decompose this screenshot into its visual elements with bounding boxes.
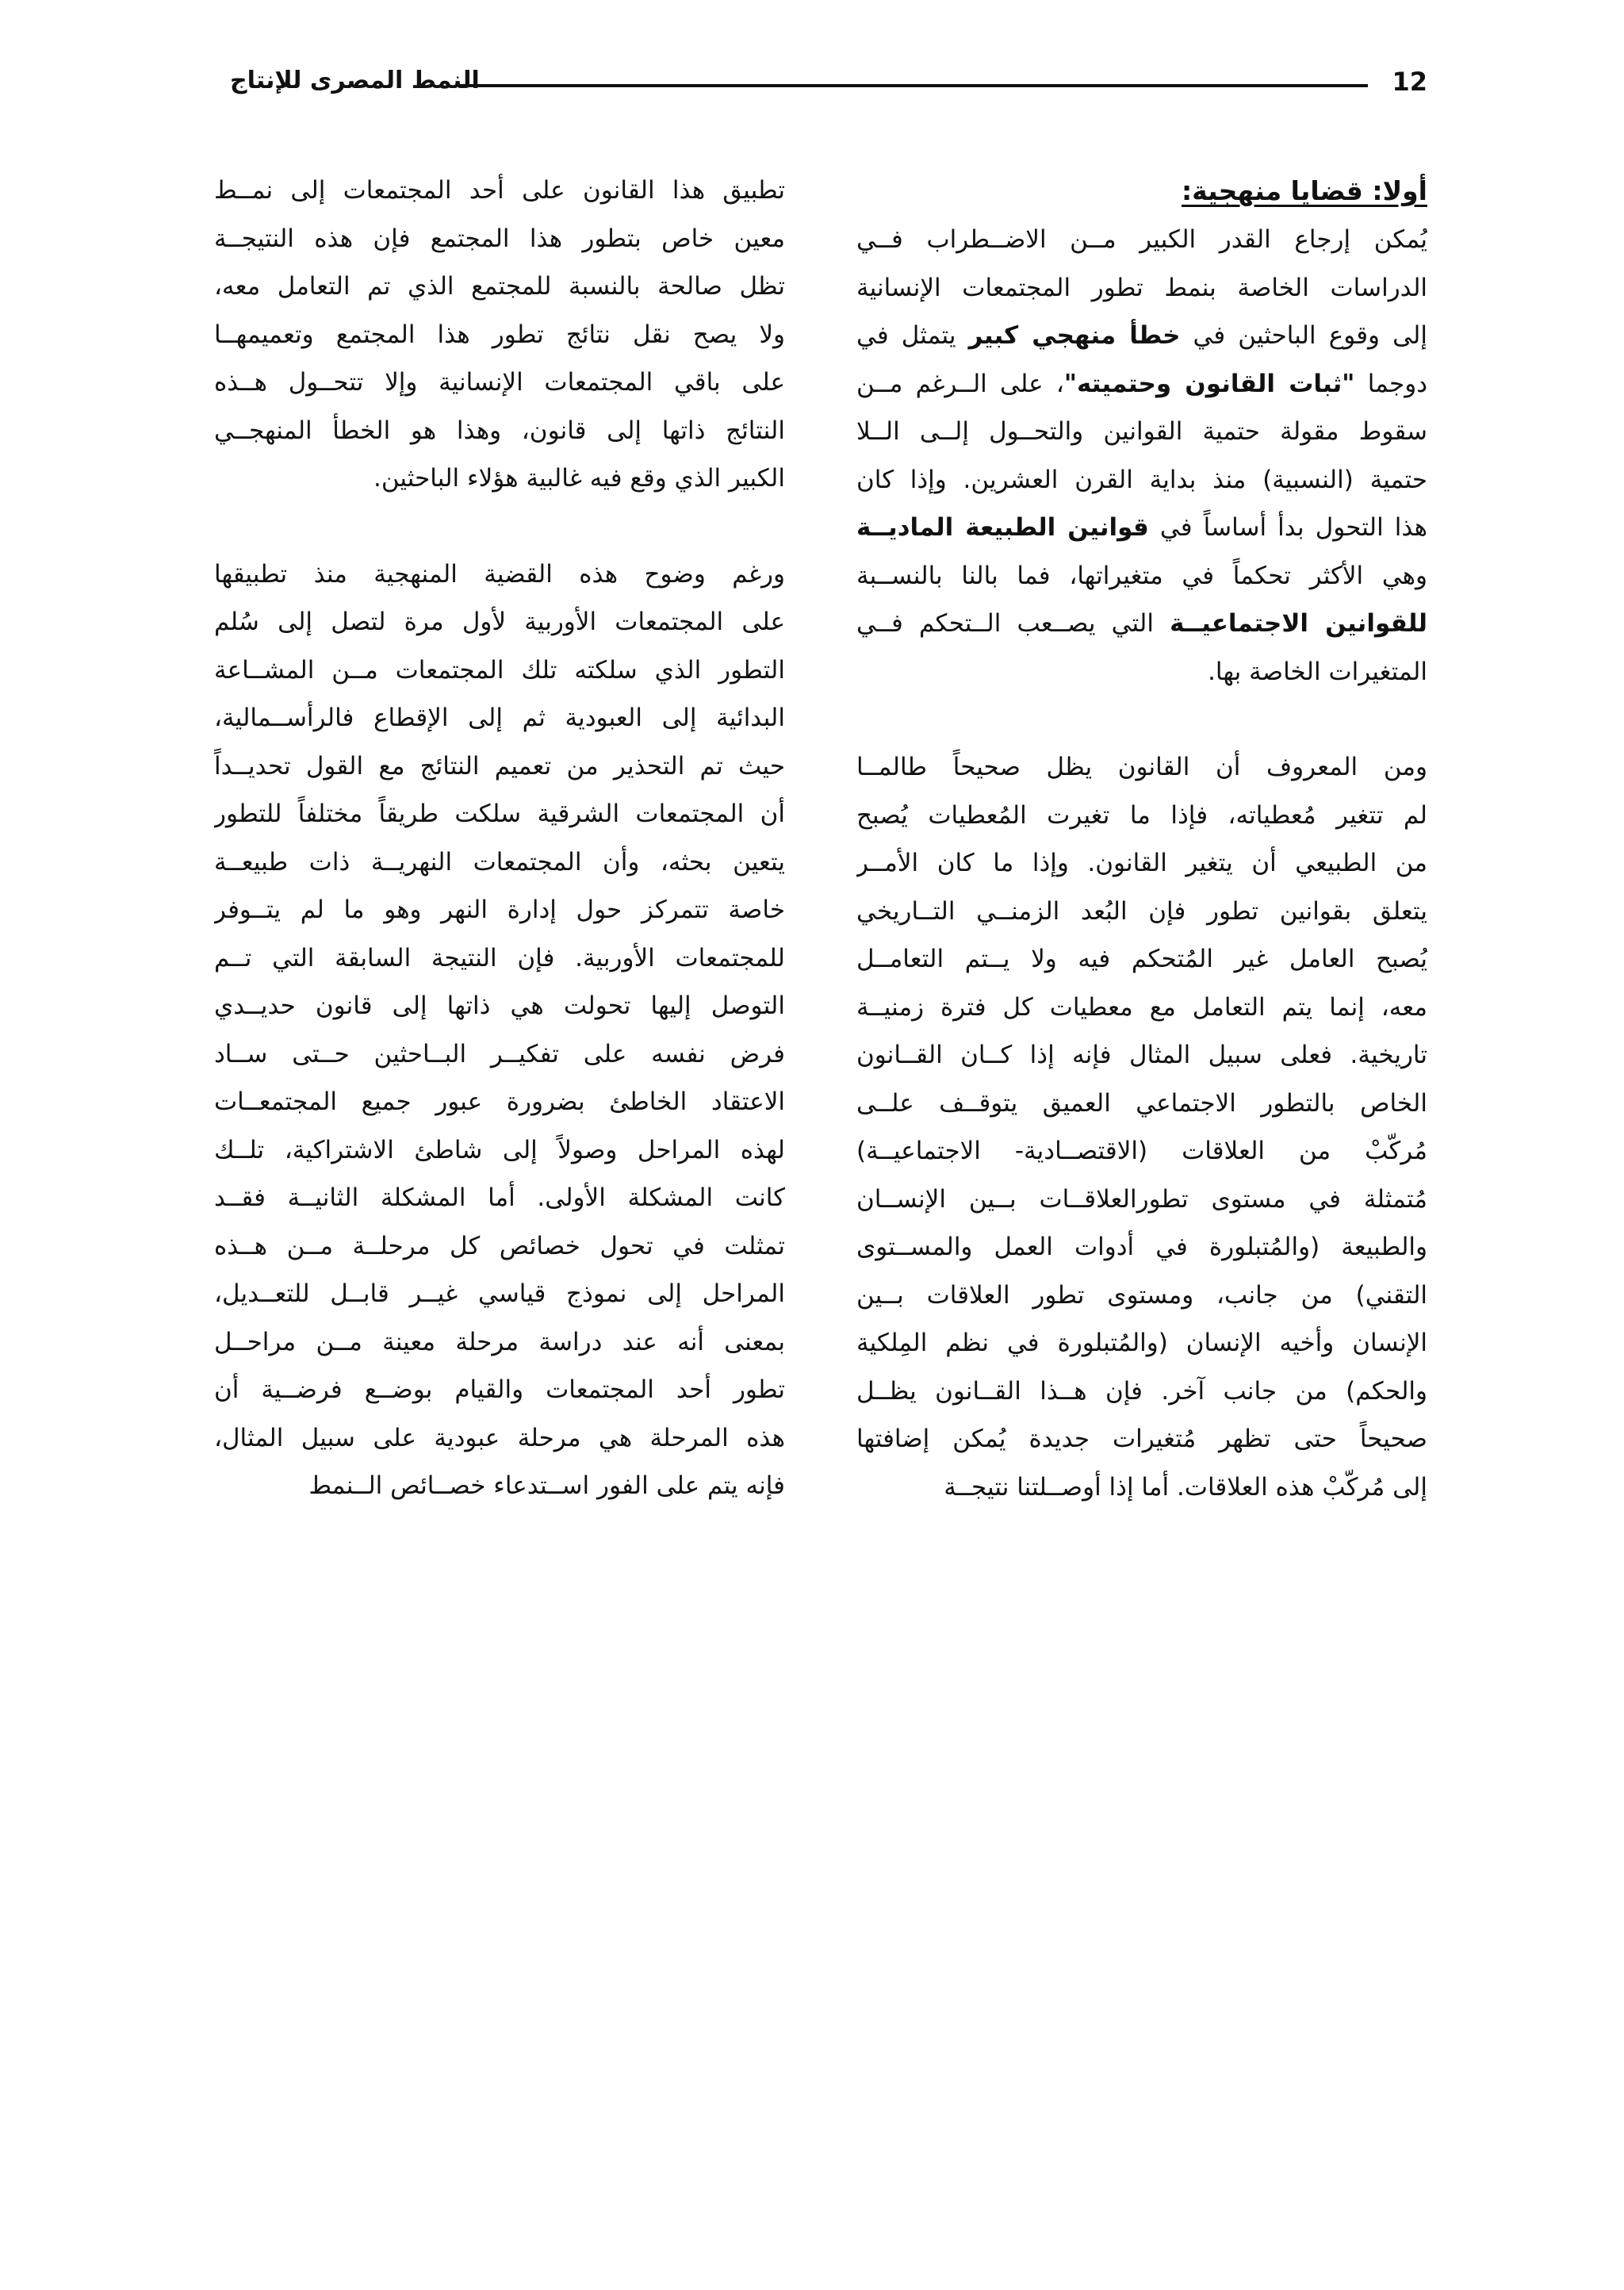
right-column bbox=[856, 167, 1427, 1511]
bold-phrase: للقوانين الاجتماعيــة bbox=[1170, 609, 1427, 638]
page-number: 12 bbox=[1392, 67, 1427, 97]
bold-phrase: قوانين الطبيعة الماديــة bbox=[856, 513, 1149, 542]
paragraph bbox=[214, 167, 785, 503]
paragraph bbox=[214, 550, 785, 1510]
text-line: تمثلت في تحول خصائص كل مرحلــة مــن هــذه bbox=[214, 1231, 785, 1260]
text-line: ورغم وضوح هذه القضية المنهجية منذ تطبيقها bbox=[214, 559, 785, 589]
text-line: يُمكن إرجاع القدر الكبير مــن الاضــطراب فــي bbox=[856, 225, 1427, 254]
paragraph bbox=[856, 216, 1427, 696]
text-line: وهي الأكثر تحكماً في متغيراتها، فما بالنا بالنســبة bbox=[856, 561, 1427, 590]
text-line: هذا التحول بدأ أساساً في قوانين الطبيعة الماديــة bbox=[856, 513, 1427, 542]
paragraph-gap bbox=[856, 696, 1427, 743]
text-line: إلى مُركّبْ هذه العلاقات. أما إذا أوصــلتنا نتيجــة bbox=[944, 1472, 1427, 1502]
text-line: لم تتغير مُعطياته، فإذا ما تغيرت المُعطيات يُصبح bbox=[856, 800, 1427, 830]
text-line: الكبير الذي وقع فيه غالبية هؤلاء الباحثين. bbox=[373, 464, 785, 493]
text-line: الاعتقاد الخاطئ بضرورة عبور جميع المجتمعــات bbox=[214, 1087, 785, 1116]
text-line: للقوانين الاجتماعيــة التي يصــعب الــتحكم فــي bbox=[856, 609, 1427, 638]
text-line: سقوط مقولة حتمية القوانين والتحــول إلــى الــلا bbox=[856, 417, 1427, 446]
text-line: يتعين بحثه، وأن المجتمعات النهريــة ذات طبيعــة bbox=[214, 847, 785, 876]
text-line: بمعنى أنه عند دراسة مرحلة معينة مــن مراحــل bbox=[214, 1327, 785, 1356]
text-line: التطور الذي سلكته تلك المجتمعات مــن المشــاعة bbox=[214, 655, 785, 685]
text-line: الإنسان وأخيه الإنسان (والمُتبلورة في نظم المِلكية bbox=[856, 1329, 1427, 1357]
text-line: تظل صالحة بالنسبة للمجتمع الذي تم التعامل معه، bbox=[214, 272, 785, 301]
text-line: تطبيق هذا القانون على أحد المجتمعات إلى نمــط bbox=[214, 176, 785, 205]
text-line: هذه المرحلة هي مرحلة عبودية على سبيل المثال، bbox=[214, 1423, 785, 1452]
bold-phrase: خطأ منهجي كبير bbox=[968, 321, 1181, 350]
text-line: البدائية إلى العبودية ثم إلى الإقطاع فالرأســمالية، bbox=[214, 704, 785, 732]
text-line: الدراسات الخاصة بنمط تطور المجتمعات الإنسانية bbox=[856, 273, 1427, 302]
text-line: التوصل إليها تحولت هي ذاتها إلى قانون حديــدي bbox=[214, 992, 785, 1020]
text-line: خاصة تتمركز حول إدارة النهر وهو ما لم يتــوفر bbox=[214, 896, 785, 924]
text-line: والطبيعة (والمُتبلورة في أدوات العمل والمســتوى bbox=[856, 1233, 1427, 1261]
text-line: التقني) من جانب، ومستوى تطور العلاقات بــين bbox=[856, 1280, 1427, 1310]
text-line: للمجتمعات الأوربية. فإن النتيجة السابقة التي تــم bbox=[214, 943, 785, 972]
text-line: ولا يصح نقل نتائج تطور هذا المجتمع وتعميمهــا bbox=[214, 320, 785, 349]
text-line: فإنه يتم على الفور اســتدعاء خصــائص الــنمط bbox=[308, 1471, 785, 1500]
running-header bbox=[230, 62, 1427, 109]
text-line: الخاص بالتطور الاجتماعي العميق يتوقــف علــى bbox=[856, 1088, 1427, 1118]
text-line: صحيحاً حتى تظهر مُتغيرات جديدة يُمكن إضافتها bbox=[856, 1425, 1427, 1453]
text-line: حيث تم التحذير من تعميم النتائج مع القول تحديــداً bbox=[214, 751, 785, 781]
text-line: على باقي المجتمعات الإنسانية وإلا تتحــول هــذه bbox=[214, 368, 785, 397]
text-line: من الطبيعي أن يتغير القانون. وإذا ما كان الأمــر bbox=[856, 849, 1427, 877]
left-column bbox=[214, 167, 785, 1510]
text-line: النتائج ذاتها إلى قانون، وهذا هو الخطأ المنهجــي bbox=[214, 416, 785, 445]
text-line: والحكم) من جانب آخر. فإن هــذا القــانون يظــل bbox=[856, 1376, 1427, 1406]
text-line: المتغيرات الخاصة بها. bbox=[1208, 657, 1427, 686]
text-line: إلى وقوع الباحثين في خطأ منهجي كبير يتمثل في bbox=[856, 321, 1427, 350]
section-heading: أولا: قضايا منهجية: bbox=[1181, 175, 1427, 206]
text-line: معه، إنما يتم التعامل مع معطيات كل فترة زمنيــة bbox=[856, 992, 1427, 1022]
paragraph bbox=[856, 743, 1427, 1511]
text-line: مُتمثلة في مستوى تطورالعلاقــات بــين الإنســان bbox=[856, 1184, 1427, 1214]
text-line: على المجتمعات الأوربية لأول مرة لتصل إلى سُلم bbox=[214, 608, 785, 636]
running-title: النمط المصرى للإنتاج bbox=[230, 67, 480, 94]
paragraph-gap bbox=[214, 503, 785, 550]
text-line: معين خاص بتطور هذا المجتمع فإن هذه النتيجــة bbox=[214, 224, 785, 253]
text-line: لهذه المراحل وصولاً إلى شاطئ الاشتراكية، تلــك bbox=[214, 1135, 785, 1164]
text-line: أن المجتمعات الشرقية سلكت طريقاً مختلفاً للتطور bbox=[214, 800, 785, 828]
text-line: فرض نفسه على تفكيــر البــاحثين حــتى ســاد bbox=[214, 1039, 785, 1068]
header-rule bbox=[460, 84, 1368, 87]
text-line: المراحل إلى نموذج قياسي غيــر قابــل للتعــديل، bbox=[214, 1279, 785, 1308]
bold-phrase: "ثبات القانون وحتميته" bbox=[1063, 369, 1355, 398]
text-line: ومن المعروف أن القانون يظل صحيحاً طالمــا bbox=[856, 753, 1427, 781]
text-line: مُركّبْ من العلاقات (الاقتصــادية- الاجتماعيــة) bbox=[856, 1137, 1427, 1165]
text-line: تطور أحد المجتمعات والقيام بوضــع فرضــية أن bbox=[214, 1375, 785, 1404]
text-line: كانت المشكلة الأولى. أما المشكلة الثانيــة فقــد bbox=[214, 1183, 785, 1212]
text-line: دوجما "ثبات القانون وحتميته"، على الــرغم مــن bbox=[856, 369, 1427, 398]
text-line: يتعلق بقوانين تطور فإن البُعد الزمنــي التــاريخي bbox=[856, 896, 1427, 926]
text-line: حتمية (النسبية) منذ بداية القرن العشرين. وإذا كان bbox=[856, 465, 1427, 494]
text-line: تاريخية. فعلى سبيل المثال فإنه إذا كــان القــانون bbox=[856, 1041, 1427, 1069]
text-line: يُصبح العامل غير المُتحكم فيه ولا يــتم التعامــل bbox=[856, 945, 1427, 973]
